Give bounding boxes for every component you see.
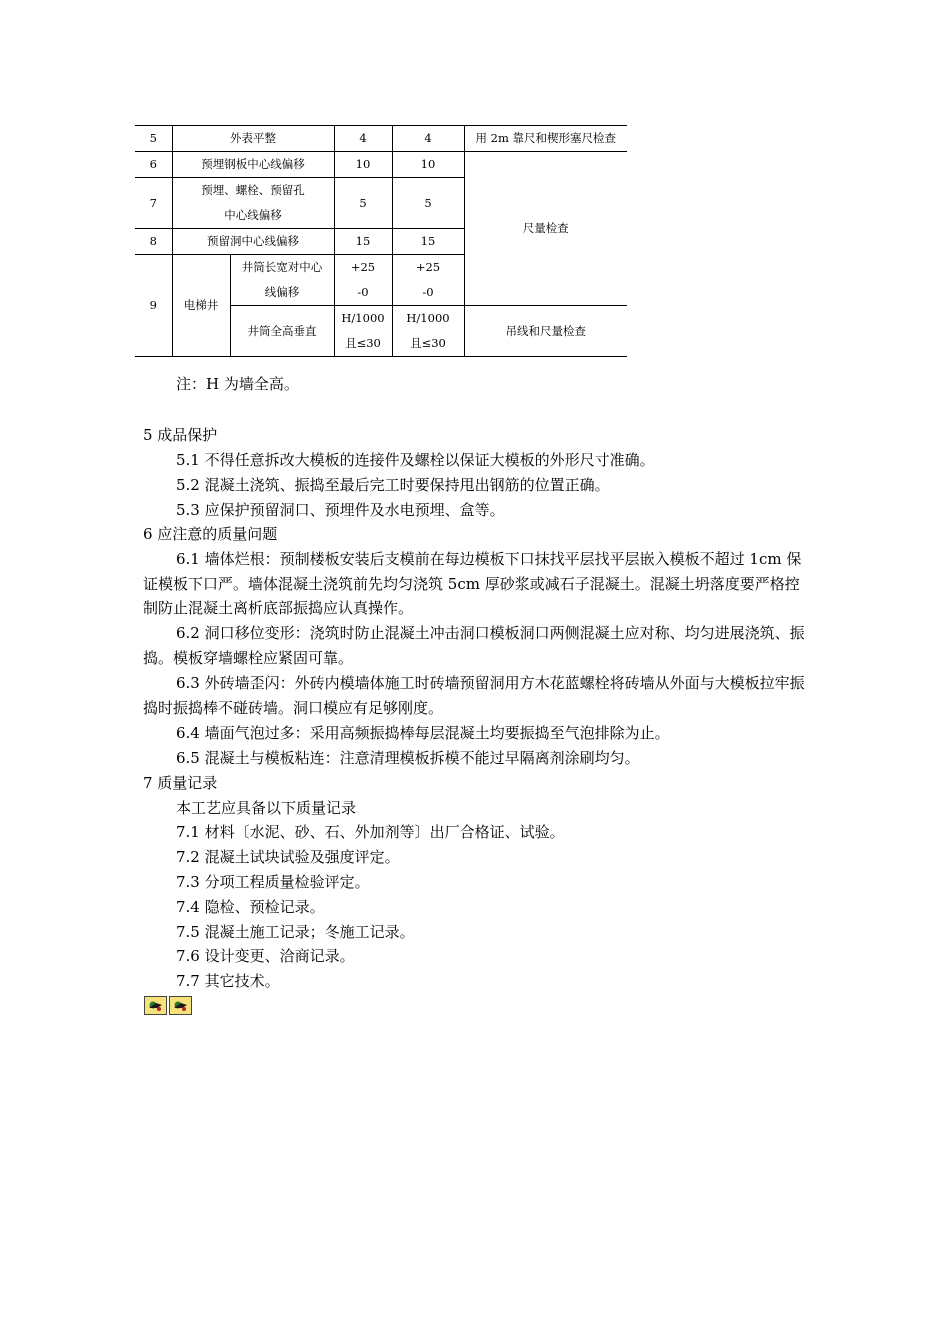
row-number: 8 — [135, 229, 172, 255]
section-5-title: 5 成品保护 — [143, 426, 218, 444]
value-cell: 15 — [334, 229, 392, 255]
value-line: +25 — [350, 260, 376, 274]
paragraph-7-3: 7.3 分项工程质量检验评定。 — [176, 873, 370, 891]
paragraph-7-1: 7.1 材料〔水泥、砂、石、外加剂等〕出厂合格证、试验。 — [176, 823, 565, 841]
footer-icons — [144, 996, 192, 1015]
table-row — [135, 126, 627, 152]
value-cell: 4 — [334, 126, 392, 152]
method-cell: 用 2m 靠尺和楔形塞尺检查 — [464, 126, 627, 152]
bird-icon — [169, 996, 192, 1015]
paragraph-7-6: 7.6 设计变更、洽商记录。 — [176, 947, 355, 965]
paragraph-7-4: 7.4 隐检、预检记录。 — [176, 898, 325, 916]
paragraph-5-2: 5.2 混凝土浇筑、振捣至最后完工时要保持甩出钢筋的位置正确。 — [176, 476, 610, 494]
value-line: -0 — [422, 285, 434, 299]
row-number: 6 — [135, 152, 172, 178]
item-line: 井筒长宽对中心 — [241, 260, 323, 274]
value-line: 且≤30 — [410, 336, 446, 350]
value-cell: 4 — [392, 126, 464, 152]
row-number: 5 — [135, 126, 172, 152]
method-cell: 吊线和尺量检查 — [464, 306, 627, 357]
item-cell — [172, 178, 334, 229]
value-cell: 5 — [334, 178, 392, 229]
item-cell: 预留洞中心线偏移 — [172, 229, 334, 255]
table-row — [135, 152, 627, 178]
value-cell — [392, 255, 464, 306]
paragraph-7-2: 7.2 混凝土试块试验及强度评定。 — [176, 848, 400, 866]
method-cell: 尺量检查 — [464, 152, 627, 306]
value-cell: 10 — [392, 152, 464, 178]
section-7-title: 7 质量记录 — [143, 774, 218, 792]
value-line: H/1000 — [406, 311, 450, 325]
paragraph-6-1: 6.1 墙体烂根：预制楼板安装后支模前在每边模板下口抹找平层找平层嵌入模板不超过 1cm 保证模板下口严。墙体混凝土浇筑前先均匀浇筑 5cm 厚砂浆或减石子混凝土。混凝土坍落度要严格控制防止混凝土离析底部振捣应认真操作。 — [143, 550, 802, 618]
paragraph-6-4: 6.4 墙面气泡过多：采用高频振捣棒每层混凝土均要振捣至气泡排除为止。 — [176, 724, 670, 742]
value-cell: 15 — [392, 229, 464, 255]
value-cell — [334, 306, 392, 357]
row-number: 7 — [135, 178, 172, 229]
value-line: +25 — [415, 260, 441, 274]
paragraph-6-2: 6.2 洞口移位变形：浇筑时防止混凝土冲击洞口模板洞口两侧混凝土应对称、均匀进展浇筑、振捣。模板穿墙螺栓应紧固可靠。 — [143, 624, 805, 667]
paragraph-5-1: 5.1 不得任意拆改大模板的连接件及螺栓以保证大模板的外形尺寸准确。 — [176, 451, 655, 469]
item-line: 线偏移 — [264, 285, 300, 299]
value-cell: 10 — [334, 152, 392, 178]
section-6-title: 6 应注意的质量问题 — [143, 525, 278, 543]
item-cell — [230, 255, 334, 306]
paragraph-5-3: 5.3 应保护预留洞口、预埋件及水电预埋、盒等。 — [176, 501, 505, 519]
row-number: 9 — [135, 255, 172, 357]
item-cell: 外表平整 — [172, 126, 334, 152]
value-cell — [334, 255, 392, 306]
paragraph-7-5: 7.5 混凝土施工记录；冬施工记录。 — [176, 923, 415, 941]
paragraph-7-intro: 本工艺应具备以下质量记录 — [176, 799, 357, 817]
value-cell: 5 — [392, 178, 464, 229]
table-note: 注：H 为墙全高。 — [176, 375, 299, 393]
tolerance-table — [135, 125, 627, 357]
group-cell: 电梯井 — [172, 255, 230, 357]
paragraph-6-5: 6.5 混凝土与模板粘连：注意清理模板拆模不能过早隔离剂涂刷均匀。 — [176, 749, 640, 767]
value-cell — [392, 306, 464, 357]
value-line: H/1000 — [341, 311, 385, 325]
paragraph-6-3: 6.3 外砖墙歪闪：外砖内模墙体施工时砖墙预留洞用方木花蓝螺栓将砖墙从外面与大模板拉牢振捣时振捣棒不碰砖墙。洞口模应有足够刚度。 — [143, 674, 805, 717]
item-cell: 预埋钢板中心线偏移 — [172, 152, 334, 178]
item-line: 中心线偏移 — [224, 208, 282, 222]
paragraph-7-7: 7.7 其它技术。 — [176, 972, 280, 990]
value-line: -0 — [357, 285, 369, 299]
item-line: 预埋、螺栓、预留孔 — [201, 183, 305, 197]
item-cell: 井筒全高垂直 — [230, 306, 334, 357]
value-line: 且≤30 — [345, 336, 381, 350]
bird-icon — [144, 996, 167, 1015]
